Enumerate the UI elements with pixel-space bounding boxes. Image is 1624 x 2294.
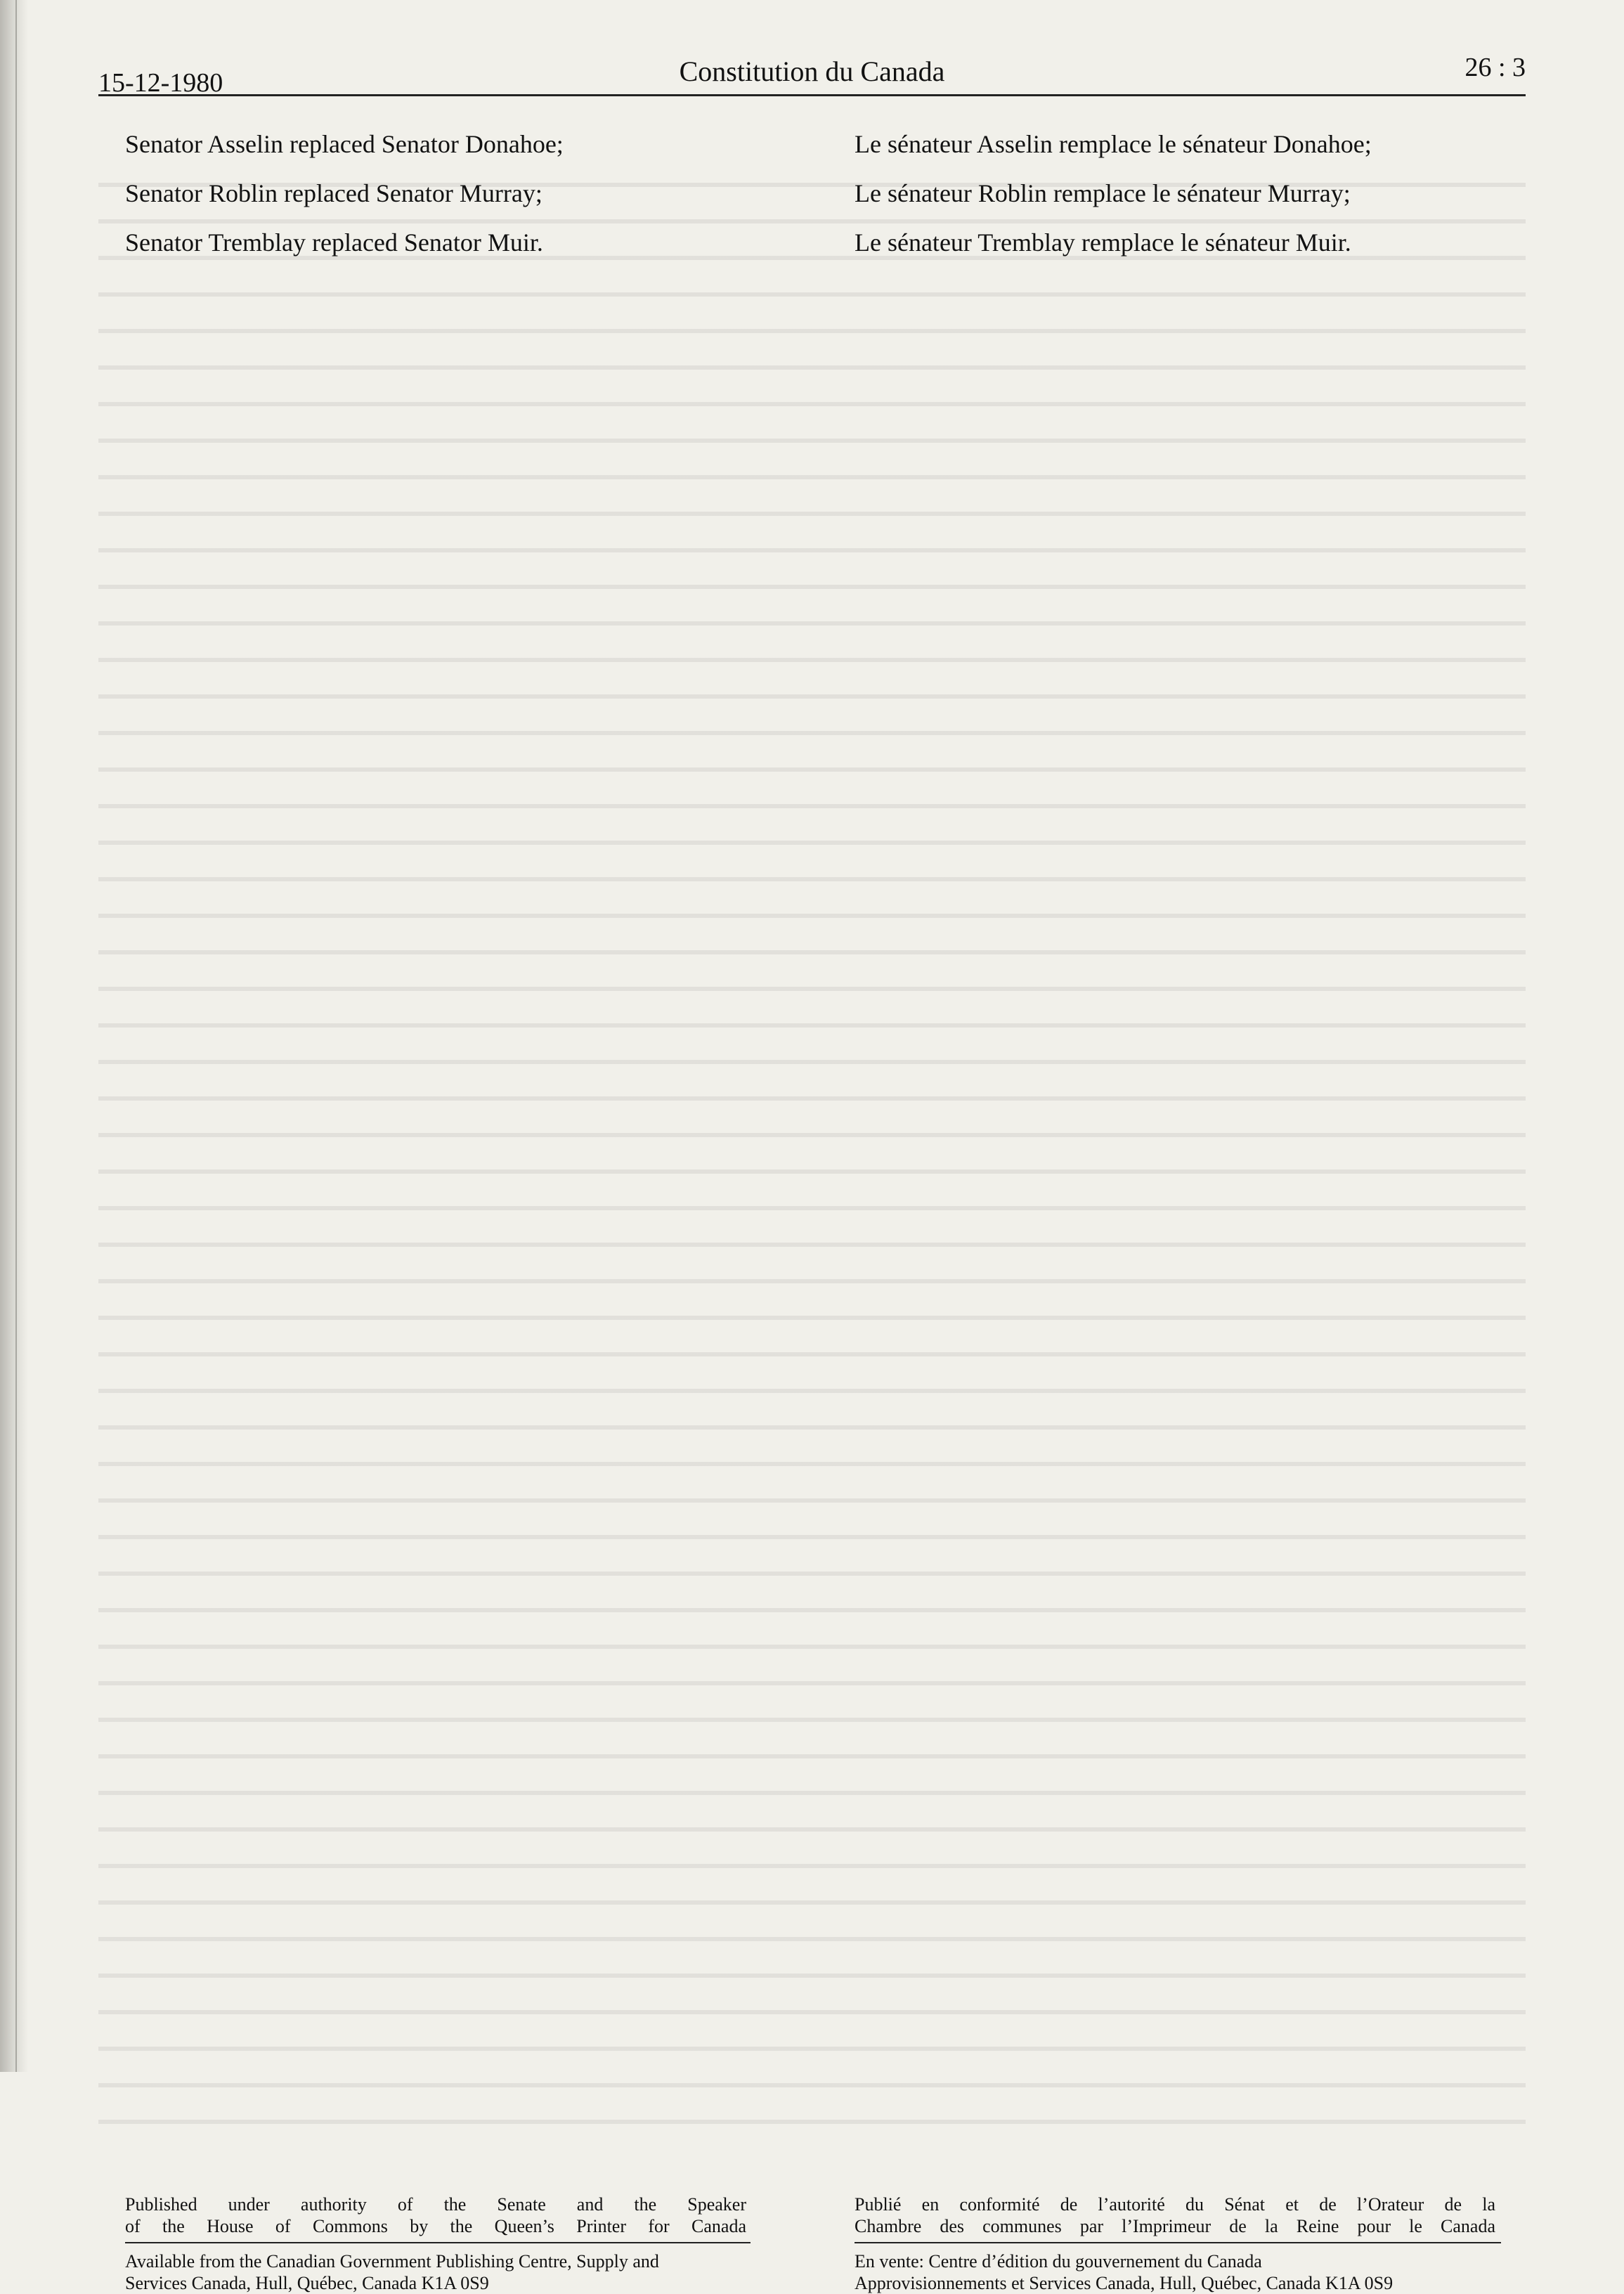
availability-notice-en: [125, 2250, 758, 2294]
page-edge-shadow: [0, 0, 28, 2072]
publication-line-en: of the House of Commons by the Queen’s Printer for Canada: [125, 2216, 746, 2236]
english-replacements: [125, 119, 786, 267]
page-number: 26 : 3: [1464, 53, 1526, 82]
replacement-line-fr: Le sénateur Asselin remplace le sénateur Donahoe;: [855, 130, 1372, 158]
availability-line-en: Services Canada, Hull, Québec, Canada K1A 0S9: [125, 2273, 489, 2293]
footer-divider-en: [125, 2242, 751, 2243]
replacement-line-en: Senator Tremblay replaced Senator Muir.: [125, 228, 543, 257]
replacement-line-en: Senator Roblin replaced Senator Murray;: [125, 179, 543, 207]
replacement-line-fr: Le sénateur Tremblay remplace le sénateur Muir.: [855, 228, 1351, 257]
footer-divider-fr: [855, 2242, 1501, 2243]
publication-notice-en: [125, 2193, 746, 2237]
header-title: Constitution du Canada: [679, 56, 945, 87]
publication-line-fr: Publié en conformité de l’autorité du Sénat et de l’Orateur de la: [855, 2194, 1495, 2215]
replacement-line-en: Senator Asselin replaced Senator Donahoe;: [125, 130, 564, 158]
binding-line: [15, 0, 17, 2072]
header-date: 15-12-1980: [98, 68, 223, 98]
replacement-line-fr: Le sénateur Roblin remplace le sénateur Murray;: [855, 179, 1351, 207]
bleed-through-texture: [98, 162, 1526, 2130]
availability-line-fr: En vente: Centre d’édition du gouvernement du Canada: [855, 2251, 1262, 2272]
availability-line-fr: Approvisionnements et Services Canada, Hull, Québec, Canada K1A 0S9: [855, 2273, 1394, 2293]
running-header: [98, 52, 1526, 96]
publication-line-en: Published under authority of the Senate and the Speaker: [125, 2194, 746, 2215]
publication-line-fr: Chambre des communes par l’Imprimeur de la Reine pour le Canada: [855, 2216, 1495, 2236]
publication-notice-fr: [855, 2193, 1495, 2237]
availability-line-en: Available from the Canadian Government Publishing Centre, Supply and: [125, 2251, 659, 2272]
french-replacements: [855, 119, 1515, 267]
availability-notice-fr: [855, 2250, 1501, 2294]
